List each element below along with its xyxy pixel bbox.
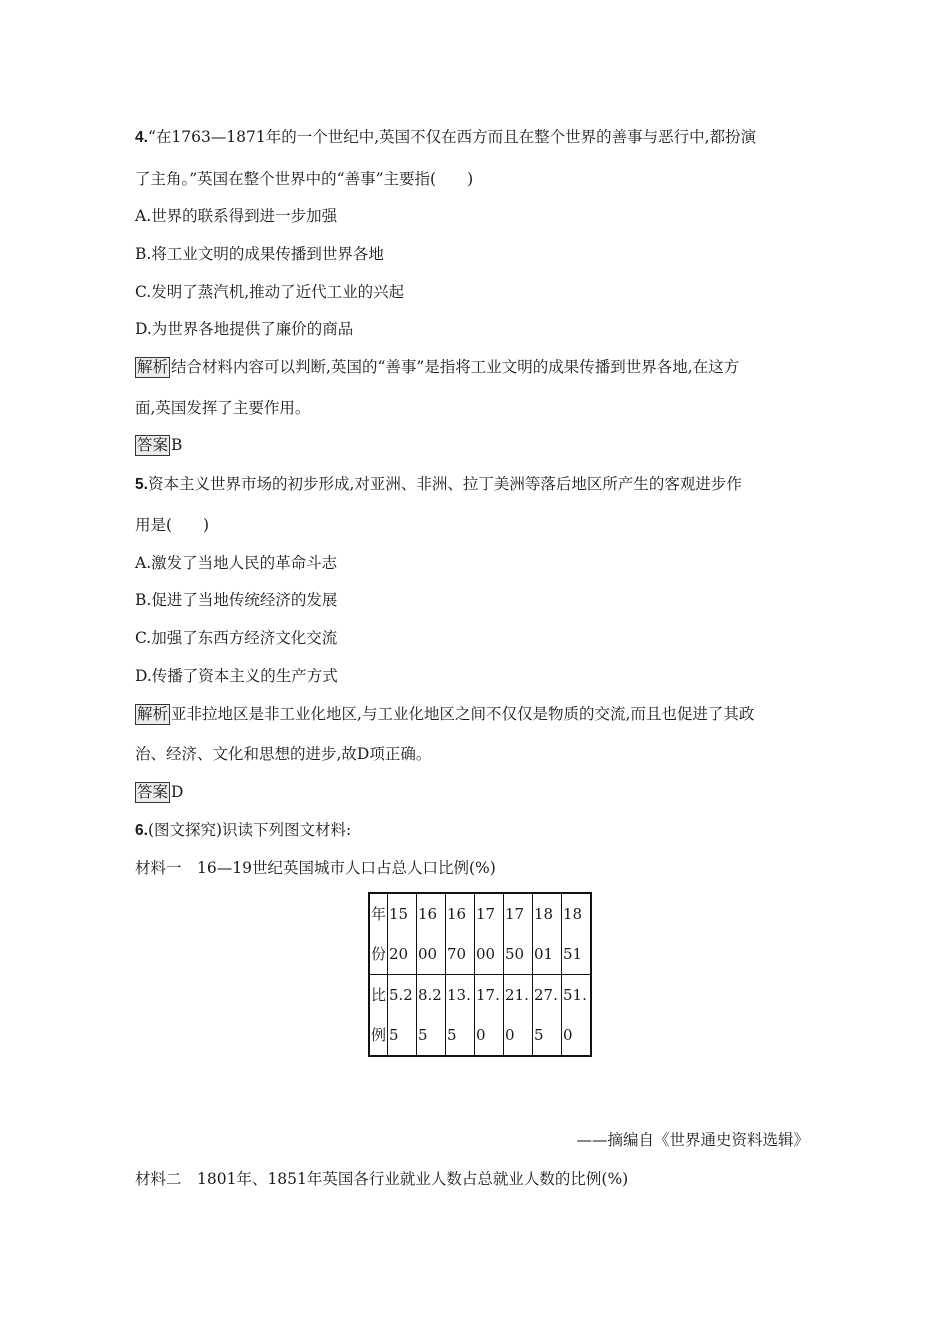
q5-option-d[interactable]: D.传播了资本主义的生产方式 [135,667,338,685]
table-cell-year: 1600 [417,893,446,975]
q4-option-c[interactable]: C.发明了蒸汽机,推动了近代工业的兴起 [135,283,405,301]
q4-answer-tag: 答案 [137,436,169,454]
q4-option-b[interactable]: B.将工业文明的成果传播到世界各地 [135,245,384,263]
q6-material2-title: 材料二 1801年、1851年英国各行业就业人数占总就业人数的比例(%) [135,1170,629,1188]
q4-option-d[interactable]: D.为世界各地提供了廉价的商品 [135,320,354,338]
q4-analysis-tag: 解析 [137,358,169,376]
table-cell-ratio: 13.5 [446,975,475,1057]
table-row-ratios [369,975,591,1057]
table-cell-ratio: 8.25 [417,975,446,1057]
q6-number: 6. [135,822,148,839]
q4-analysis-line1 [135,356,739,378]
table-header-ratio: 比例 [369,975,388,1057]
q4-answer: B [171,436,183,454]
table-cell-year: 1750 [504,893,533,975]
urban-population-table [368,892,592,1057]
q5-option-c[interactable]: C.加强了东西方经济文化交流 [135,629,338,647]
table-cell-ratio: 21.0 [504,975,533,1057]
q4-stem-line2: 了主角。”英国在整个世界中的“善事”主要指( ) [135,170,474,188]
q5-stem-line2: 用是( ) [135,516,210,534]
table-cell-year: 1700 [475,893,504,975]
q4-analysis-text: 结合材料内容可以判断,英国的“善事”是指将工业文明的成果传播到世界各地,在这方 [171,358,740,376]
q6-stem-text: (图文探究)识读下列图文材料: [147,821,352,839]
table-cell-ratio: 5.25 [388,975,417,1057]
q5-stem-line1 [135,473,742,496]
q4-stem-text: “在1763—1871年的一个世纪中,英国不仅在西方而且在整个世界的善事与恶行中,都扮演 [147,128,757,146]
q6-material1-title: 材料一 16—19世纪英国城市人口占总人口比例(%) [135,859,496,877]
table-header-year: 年份 [369,893,388,975]
table-cell-ratio: 17.0 [475,975,504,1057]
q4-analysis-line2: 面,英国发挥了主要作用。 [135,399,311,417]
table-cell-ratio: 27.5 [533,975,562,1057]
table-cell-year: 1801 [533,893,562,975]
q5-answer-tag: 答案 [137,783,169,801]
q5-analysis-tag: 解析 [137,705,169,723]
q5-analysis-text: 亚非拉地区是非工业化地区,与工业化地区之间不仅仅是物质的交流,而且也促进了其政 [171,705,755,723]
q5-option-a[interactable]: A.激发了当地人民的革命斗志 [135,554,338,572]
table-cell-year: 1520 [388,893,417,975]
table-cell-ratio: 51.0 [562,975,592,1057]
q5-analysis-line2: 治、经济、文化和思想的进步,故D项正确。 [135,745,432,763]
q5-number: 5. [135,476,148,493]
q4-option-a[interactable]: A.世界的联系得到进一步加强 [135,207,338,225]
q6-stem-line [135,819,351,842]
table-cell-year: 1670 [446,893,475,975]
table-row-years [369,893,591,975]
table-cell-year: 1851 [562,893,592,975]
q6-source-citation: ——摘编自《世界通史资料选辑》 [576,1131,809,1149]
q5-option-b[interactable]: B.促进了当地传统经济的发展 [135,591,338,609]
q5-analysis-line1 [135,703,754,725]
q4-stem-line1 [135,126,756,149]
q5-answer: D [171,783,184,801]
q4-answer-line [135,434,182,456]
q5-stem-text: 资本主义世界市场的初步形成,对亚洲、非洲、拉丁美洲等落后地区所产生的客观进步作 [147,475,742,493]
q4-number: 4. [135,129,148,146]
q5-answer-line [135,781,183,803]
